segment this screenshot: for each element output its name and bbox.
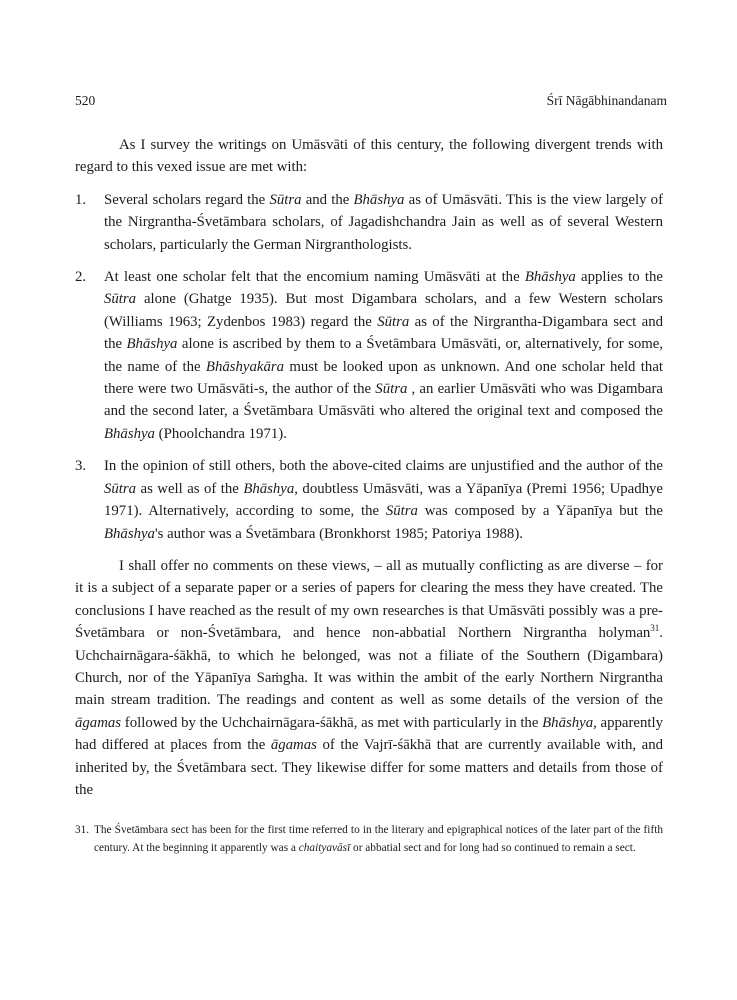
- list-number: 1.: [75, 191, 87, 208]
- italic-term: Sūtra: [385, 503, 418, 520]
- footnote-reference[interactable]: 31: [650, 623, 660, 634]
- italic-term: Bhāshya: [243, 480, 295, 497]
- italic-term: Bhāshya: [524, 269, 576, 286]
- italic-term: Bhāshya: [542, 714, 594, 731]
- closing-paragraph: I shall offer no comments on these views, – all as mutually conflicting as are diverse – for it is a subject of a separate paper or a series of papers for clearing the mess they have created. The conclusions I have reached as the result of my own researches is that Umāsvāti possibly was a pre-Śvetāmbara or non-Śvetāmbara, and hence non-abbatial Northern Nirgrantha holyman$^{31}$. Uchchairnāgara-śākhā, to which he belonged, was not a filiate of the Southern (Digambara) Church, nor of the Yāpanīya Saṁgha. It was within the ambit of the early Northern Nirgrantha main stream tradition. The readings and content as well as some details of the version of the āgamas followed by the Uchchairnāgara-śākhā, as met with particularly in the Bhāshya, apparently had differed at places from the āgamas of the Vajrī-śākhā that are currently available with, and inherited by, the Śvetāmbara sect. They likewise differ for some matters and details from those of the: [75, 557, 664, 798]
- italic-term: Sūtra: [104, 480, 137, 497]
- footnote-number: 31.: [75, 824, 90, 836]
- list-number: 3.: [75, 458, 87, 475]
- italic-term: āgamas: [75, 714, 122, 731]
- running-title: Śrī Nāgābhinandanam: [546, 93, 667, 108]
- italic-term: Bhāshya: [104, 425, 155, 442]
- italic-term: Sūtra: [269, 191, 302, 208]
- footnote-31: 31. The Śvetāmbara sect has been for the first time referred to in the literary and epigraphical notices of the later part of the fifth century. At the beginning it apparently was a chaityavāsī or abbatial sect and for long had so continued to remain a sect.: [75, 824, 663, 854]
- running-head: [75, 93, 667, 109]
- list-item: 3. In the opinion of still others, both the above-cited claims are unjustified and the author of the Sūtra as well as of the Bhāshya, doubtless Umāsvāti, was a Yāpanīya (Premi 1956; Upadhye 1971). Alternatively, according to some, the Sūtra was composed by a Yāpanīya but the Bhāshya's author was a Śvetāmbara (Bronkhorst 1985; Patoriya 1988).: [75, 455, 663, 545]
- list-item: 1. Several scholars regard the Sūtra and the Bhāshya as of Umāsvāti. This is the view largely of the Nirgrantha-Śvetāmbara scholars, of Jagadishchandra Jain as well as of several Western scholars, particularly the German Nirgranthologists.: [75, 189, 663, 256]
- list-item: 2. At least one scholar felt that the encomium naming Umāsvāti at the Bhāshya applies to the Sūtra alone (Ghatge 1935). But most Digambara scholars, and a few Western scholars (Williams 1963; Zydenbos 1983) regard the Sūtra as of the Nirgrantha-Digambara sect and the Bhāshya alone is ascribed by them to a Śvetāmbara Umāsvāti, or, alternatively, for some, the name of the Bhāshyakāra must be looked upon as unknown. And one scholar held that there were two Umāsvāti-s, the author of the Sūtra , an earlier Umāsvāti who was Digambara and the second later, a Śvetāmbara Umāsvāti who altered the original text and composed the Bhāshya (Phoolchandra 1971).: [75, 266, 663, 445]
- italic-term: Sūtra: [377, 313, 410, 330]
- italic-term: āgamas: [270, 737, 317, 754]
- italic-term: Sūtra: [375, 381, 408, 398]
- italic-term: Bhāshya: [353, 191, 405, 208]
- page-number: 520: [75, 93, 96, 108]
- italic-term: Bhāshya: [104, 525, 155, 542]
- main-text: [75, 134, 663, 801]
- trends-list: [75, 189, 663, 545]
- italic-term: Bhāshyakāra: [205, 358, 285, 375]
- italic-term: Sūtra: [104, 291, 137, 308]
- italic-term: Bhāshya: [126, 336, 178, 353]
- italic-term: chaityavāsī: [298, 841, 351, 854]
- footnotes: [75, 822, 663, 857]
- list-number: 2.: [75, 269, 87, 286]
- intro-paragraph: As I survey the writings on Umāsvāti of this century, the following divergent trends with regard to this vexed issue are met with:: [75, 137, 663, 176]
